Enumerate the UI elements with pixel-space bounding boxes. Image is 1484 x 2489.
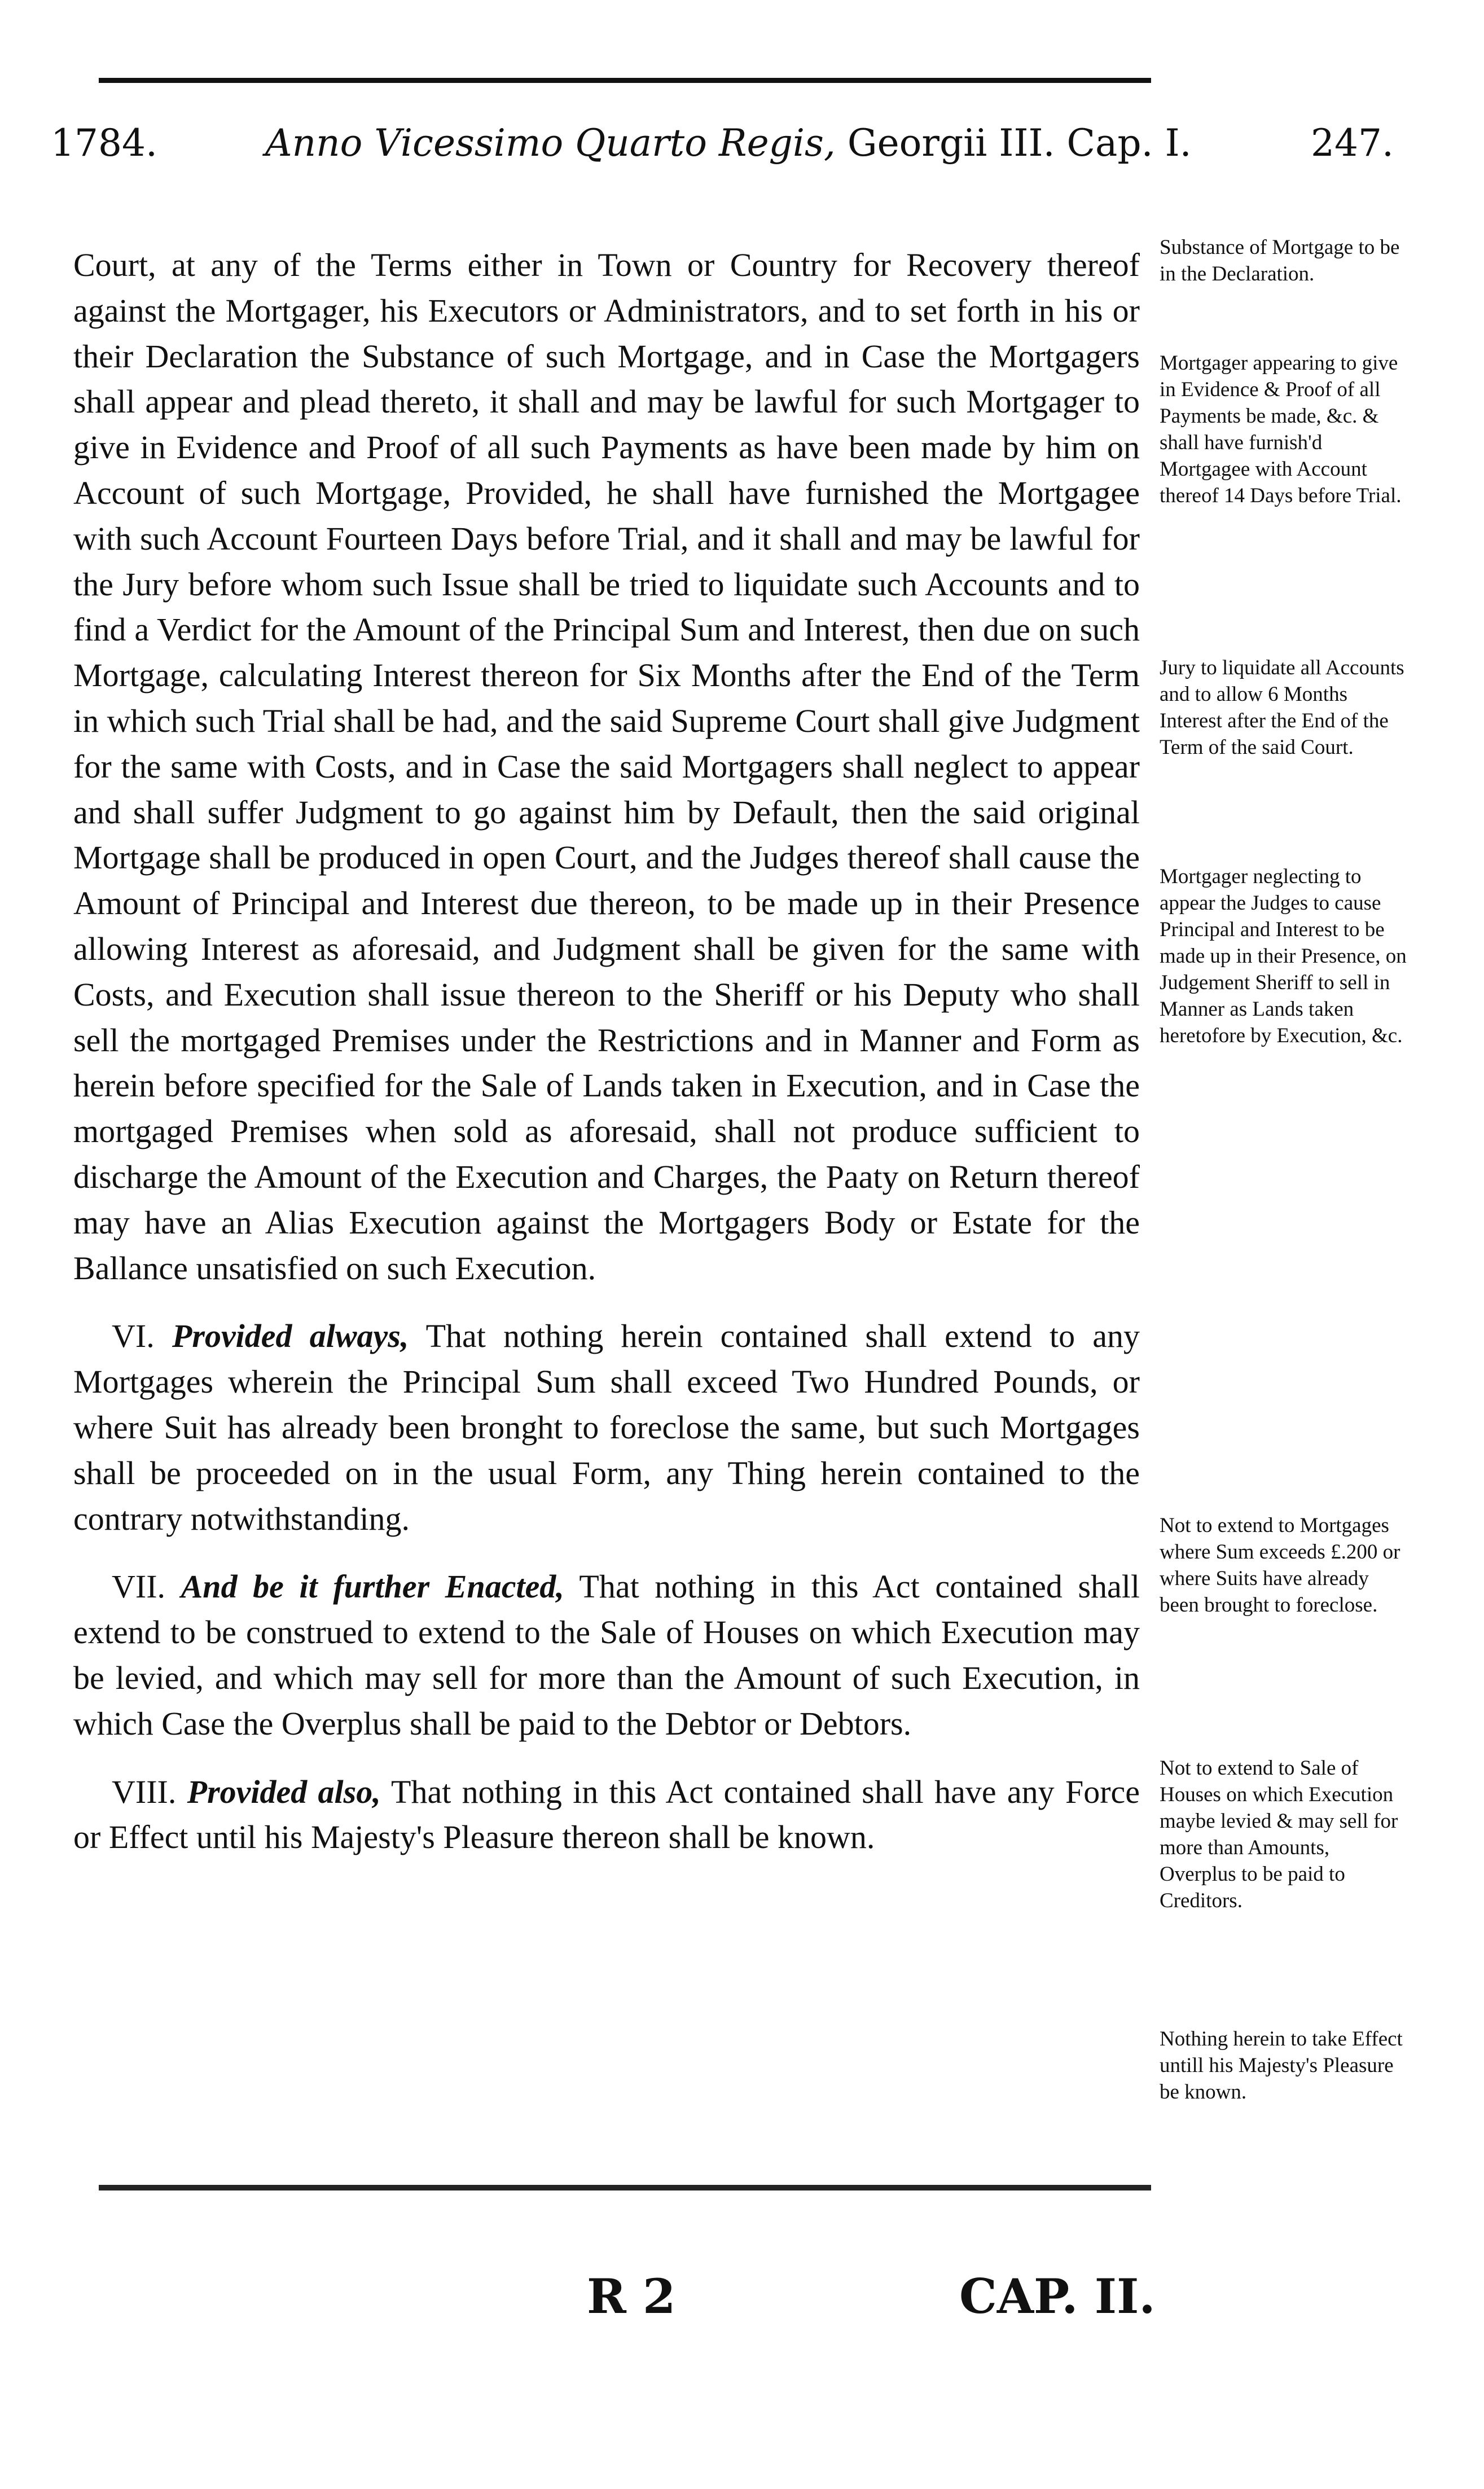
body-text [73,243,1140,1860]
catchword: CAP. II. [959,2268,1156,2324]
continuation-paragraph: Court, at any of the Terms either in Town or Country for Recovery thereof against the Mortgager, his Executors or Administrators, and to set forth in his or their Declaration the Substance of such Mortgage, and in Case the Mortgagers shall appear and plead thereto, it shall and may be lawful for such Mortgager to give in Evidence and Proof of all such Payments as have been made by him on Account of such Mortgage, Provided, he shall have furnished the Mortgagee with such Account Fourteen Days before Trial, and it shall and may be lawful for the Jury before whom such Issue shall be tried to liquidate such Accounts and to find a Verdict for the Amount of the Principal Sum and Interest, then due on such Mortgage, calculating Interest thereon for Six Months after the End of the Term in which such Trial shall be had, and the said Supreme Court shall give Judgment for the same with Costs, and in Case the said Mortgagers shall neglect to appear and shall suffer Judgment to go against him by Default, then the said original Mortgage shall be produced in open Court, and the Judges thereof shall cause the Amount of Principal and Interest due thereon, to be made up in their Presence allowing Interest as aforesaid, and Judgment shall be given for the same with Costs, and Execution shall issue thereon to the Sheriff or his Deputy who shall sell the mortgaged Premises under the Restrictions and in Manner and Form as herein before specified for the Sale of Lands taken in Execution, and in Case the mortgaged Premises when sold as aforesaid, shall not produce sufficient to discharge the Amount of the Execution and Charges, the Paaty on Return thereof may have an Alias Execution against the Mortgagers Body or Estate for the Ballance unsatisfied on such Execution. [73,247,1140,1287]
section-text: That nothing in this Act contained shall have any Force or Effect until his Majesty's Pleasure thereon shall be known. [73,1773,1140,1856]
margin-note-evidence: Mortgager appearing to give in Evidence & Proof of all Payments be made, &c. & shall have furnish'd Mortgagee with Account thereof 14 Days before Trial. [1160,352,1402,507]
section-lead: Provided also, [187,1773,381,1810]
section-lead: Provided always, [172,1318,409,1355]
header-title-italic: Anno Vicessimo Quarto Regis, [265,121,836,165]
section-number: VII. [112,1568,166,1605]
margin-note-declaration: Substance of Mortgage to be in the Declaration. [1160,236,1400,286]
signature-mark: R 2 [587,2268,676,2324]
page-number: 247. [1311,121,1394,165]
header-title [265,121,1192,165]
margin-note-jury: Jury to liquidate all Accounts and to allow 6 Months Interest after the End of the Term of the said Court. [1160,656,1404,759]
top-rule [99,78,1151,83]
bottom-rule [99,2185,1151,2191]
section-vi [73,1314,1140,1542]
margin-note-effect: Nothing herein to take Effect untill his Majesty's Pleasure be known. [1160,2027,1403,2104]
margin-note-houses: Not to extend to Sale of Houses on which Execution maybe levied & may sell for more than Amounts, Overplus to be paid to Creditors. [1160,1757,1398,1912]
running-header [51,121,1394,183]
header-subtitle: Georgii III. Cap. I. [847,121,1192,165]
section-text: That nothing herein contained shall extend to any Mortgages wherein the Principal Sum shall exceed Two Hundred Pounds, or where Suit has already been bronght to foreclose the same, but such Mortgages shall be proceeded on in the usual Form, any Thing herein contained to the contrary notwithstanding. [73,1318,1140,1537]
section-number: VIII. [112,1773,177,1810]
margin-note-neglect: Mortgager neglecting to appear the Judges to cause Principal and Interest to be made up in their Presence, on Judgement Sheriff to sell in Manner as Lands taken heretofore by Execution, &c. [1160,865,1407,1047]
header-year: 1784. [51,121,157,165]
page-footer [0,2268,1484,2336]
section-vii [73,1564,1140,1746]
section-lead: And be it further Enacted, [181,1568,564,1605]
section-viii [73,1770,1140,1861]
margin-note-mortgages-limit: Not to extend to Mortgages where Sum exceeds £.200 or where Suits have already been brought to foreclose. [1160,1514,1400,1617]
section-number: VI. [112,1318,155,1355]
section-text: That nothing in this Act contained shall extend to be construed to extend to the Sale of Houses on which Execution may be levied, and which may sell for more than the Amount of such Execution, in which Case the Overplus shall be paid to the Debtor or Debtors. [73,1568,1140,1742]
